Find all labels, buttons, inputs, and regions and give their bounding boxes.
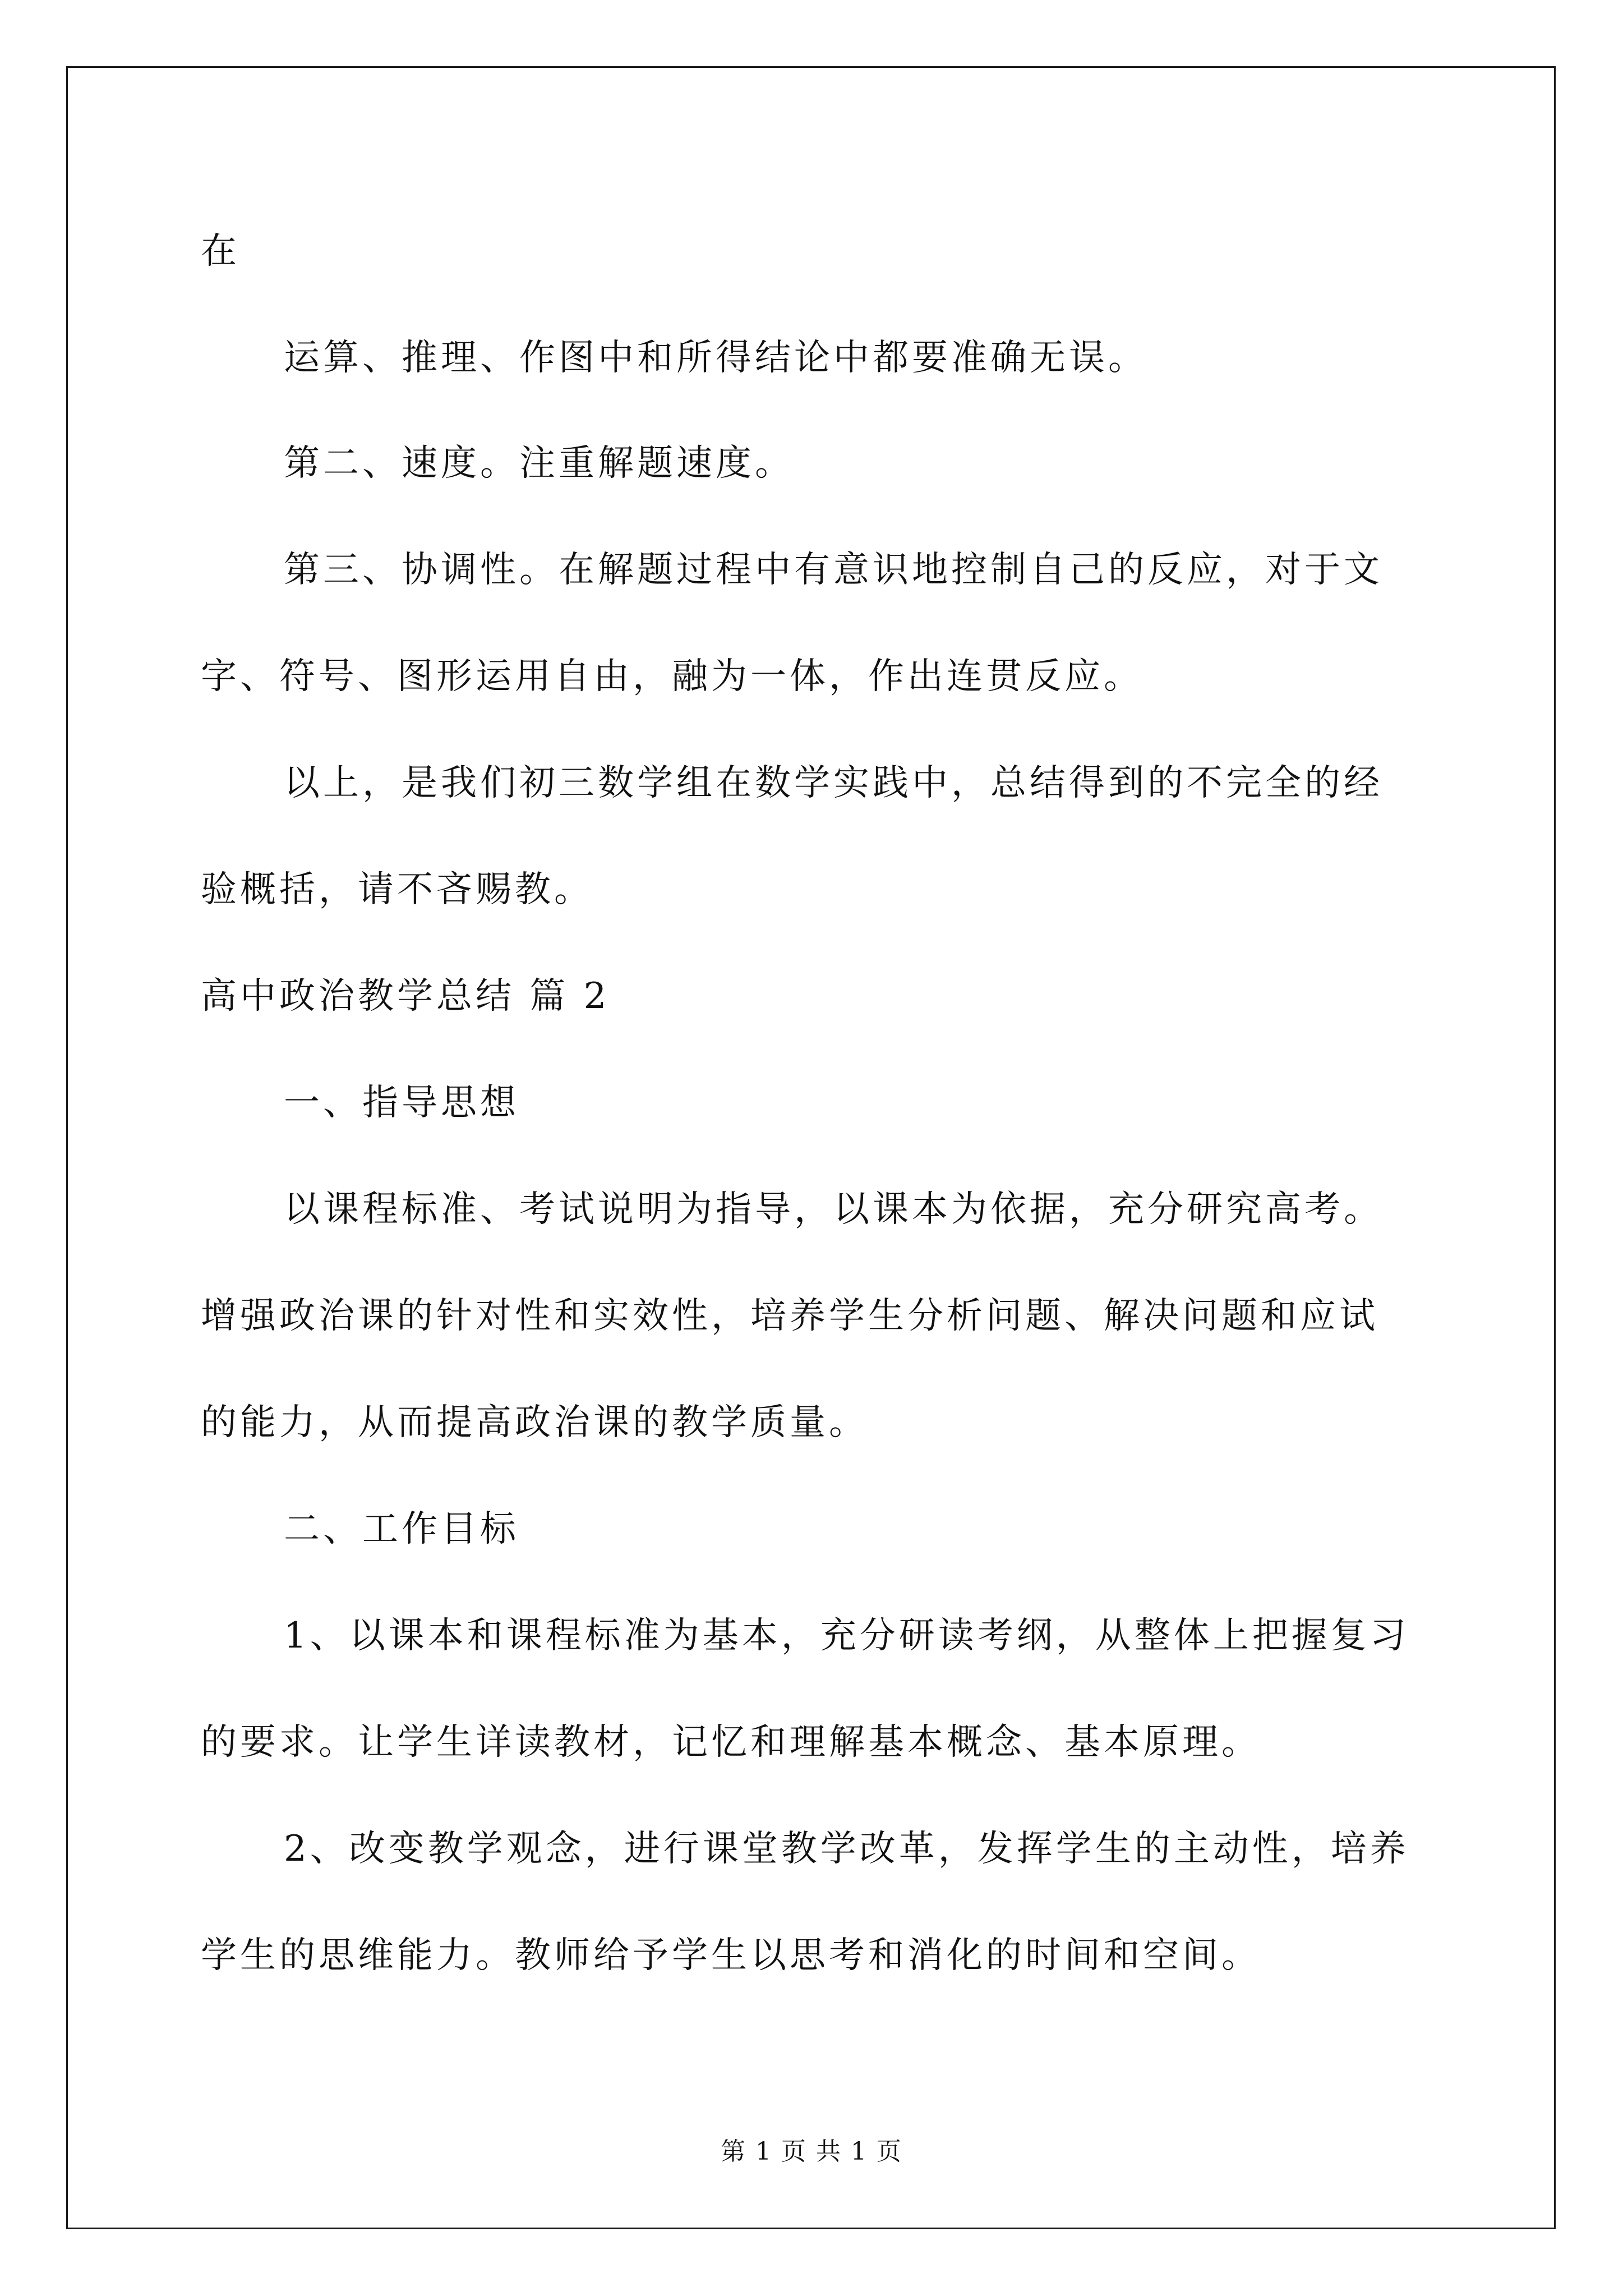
text-line: 2、改变教学观念，进行课堂教学改革，发挥学生的主动性，培养 (284, 1828, 1409, 1870)
text-line: 第三、协调性。在解题过程中有意识地控制自己的反应，对于文 (284, 549, 1383, 591)
text-line: 以课程标准、考试说明为指导，以课本为依据，充分研究高考。 (284, 1189, 1383, 1230)
text-line: 的要求。让学生详读教材，记忆和理解基本概念、基本原理。 (201, 1722, 1261, 1763)
text-line: 以上，是我们初三数学组在数学实践中，总结得到的不完全的经 (284, 762, 1383, 804)
text-line: 字、符号、图形运用自由，融为一体，作出连贯反应。 (201, 656, 1143, 697)
text-line: 学生的思维能力。教师给予学生以思考和消化的时间和空间。 (201, 1935, 1261, 1976)
text-line: 第二、速度。注重解题速度。 (284, 443, 794, 484)
section-heading: 一、指导思想 (284, 1082, 519, 1124)
text-line: 验概括，请不吝赐教。 (201, 869, 593, 910)
section-title: 高中政治教学总结 篇 2 (201, 976, 610, 1017)
text-line: 在 (201, 231, 240, 272)
page-number-footer: 第 1 页 共 1 页 (721, 2137, 902, 2166)
text-line: 1、以课本和课程标准为基本，充分研读考纲，从整体上把握复习 (284, 1615, 1409, 1657)
text-line: 的能力，从而提高政治课的教学质量。 (201, 1402, 868, 1443)
text-line: 运算、推理、作图中和所得结论中都要准确无误。 (284, 337, 1147, 379)
page-border (66, 66, 1556, 2229)
text-line: 增强政治课的针对性和实效性，培养学生分析问题、解决问题和应试 (201, 1295, 1378, 1337)
section-heading: 二、工作目标 (284, 1508, 519, 1550)
